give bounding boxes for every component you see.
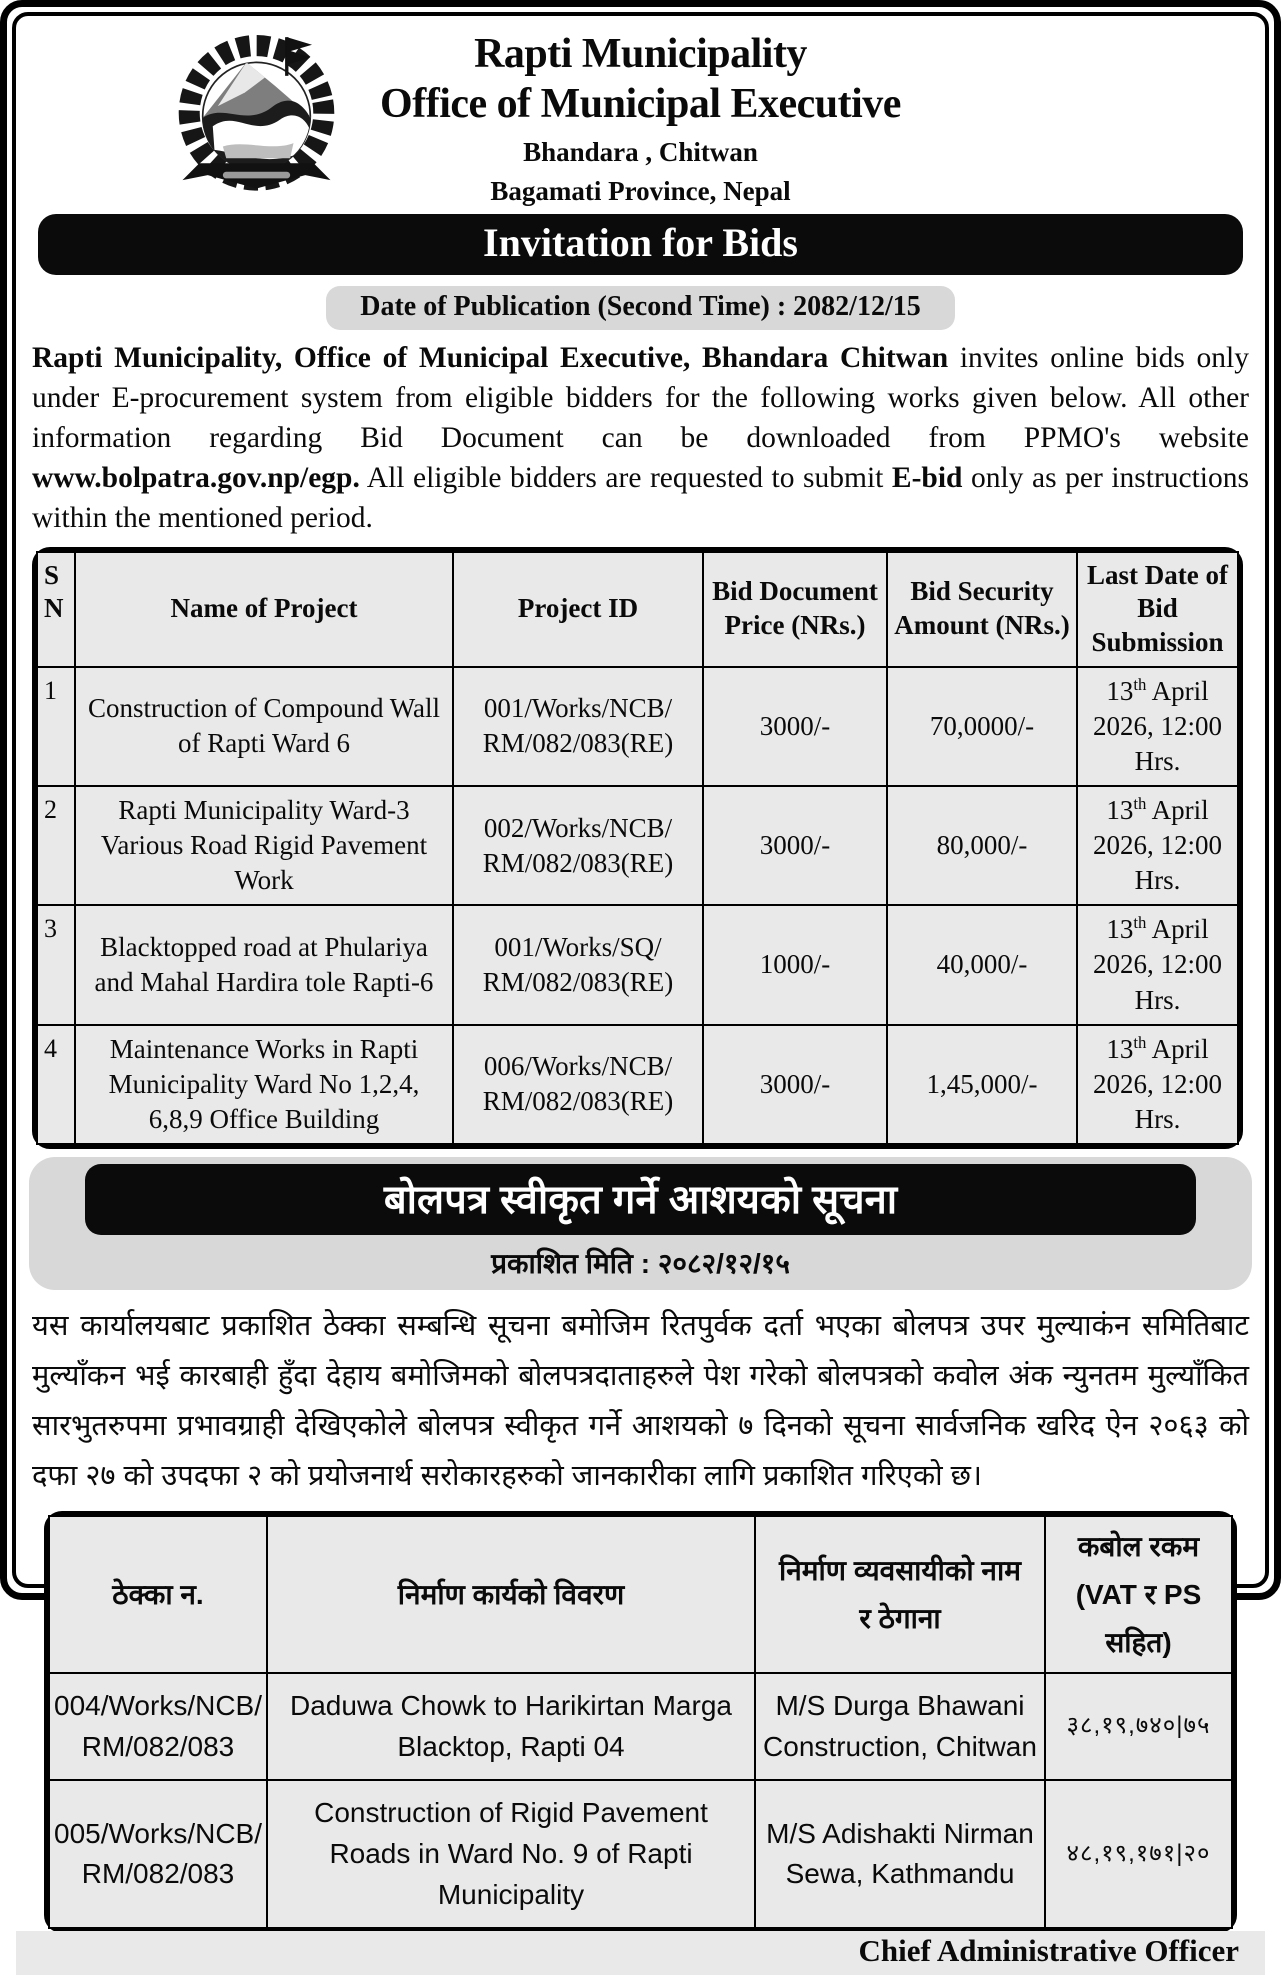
col-header-contractor: निर्माण व्यवसायीको नाम र ठेगाना xyxy=(755,1516,1045,1673)
footer-band xyxy=(16,1931,1265,1975)
col-header-bid-doc-price: Bid Document Price (NRs.) xyxy=(703,552,887,667)
letterhead xyxy=(16,16,1265,207)
contractor-name: M/S Adishakti Nirman Sewa, Kathmandu xyxy=(755,1780,1045,1928)
last-date: 13th April 2026, 12:00 Hrs. xyxy=(1077,786,1238,905)
bid-doc-price: 3000/- xyxy=(703,786,887,905)
col-header-last-date: Last Date of Bid Submission xyxy=(1077,552,1238,667)
table-row xyxy=(49,1780,1232,1928)
project-name: Maintenance Works in Rapti Municipality Ward No 1,2,4, 6,8,9 Office Building xyxy=(75,1025,453,1144)
municipality-name: Rapti Municipality xyxy=(474,31,807,77)
col-header-project-name: Name of Project xyxy=(75,552,453,667)
table-row xyxy=(37,667,1238,786)
row-sn: 2 xyxy=(37,786,75,905)
contractor-name: M/S Durga Bhawani Construction, Chitwan xyxy=(755,1673,1045,1780)
col-header-work-description: निर्माण कार्यको विवरण xyxy=(267,1516,755,1673)
table-row xyxy=(49,1673,1232,1780)
invitation-intro-paragraph xyxy=(32,338,1249,539)
bids-table-header-row xyxy=(37,552,1238,667)
acceptance-published-date: प्रकाशित मिति : २०८२/१२/१५ xyxy=(491,1247,790,1279)
bid-doc-price: 3000/- xyxy=(703,667,887,786)
bids-table xyxy=(32,547,1243,1149)
bid-security-amount: 80,000/- xyxy=(887,786,1077,905)
office-name: Office of Municipal Executive xyxy=(380,80,901,127)
last-date: 13th April 2026, 12:00 Hrs. xyxy=(1077,905,1238,1024)
intro-text-2: All eligible bidders are requested to submit xyxy=(359,462,892,495)
nepal-coat-of-arms-icon xyxy=(164,22,349,202)
address-line-2: Bagamati Province, Nepal xyxy=(490,176,791,207)
col-header-contract-no: ठेक्का न. xyxy=(49,1516,267,1673)
acceptance-notice-body: यस कार्यालयबाट प्रकाशित ठेक्का सम्बन्धि सूचना बमोजिम रितपुर्वक दर्ता भएका बोलपत्र उपर मुल्याकंन समितिबाट मुल्याँकन भई कारबाही हुँदा देहाय बमोजिमको बोलपत्रदाताहरुले पेश गरेको बोलपत्रको कवोल अंक न्युनतम मुल्याँकित सारभुतरुपमा प्रभावग्राही देखिएकोले बोलपत्र स्वीकृत गर्ने आशयको ७ दिनको सूचना सार्वजनिक खरिद ऐन २०६३ को दफा २७ को उपदफा २ को प्रयोजनार्थ सरोकारहरुको जानकारीका लागि प्रकाशित गरिएको छ। xyxy=(32,1309,1249,1492)
last-date: 13th April 2026, 12:00 Hrs. xyxy=(1077,667,1238,786)
bid-doc-price: 3000/- xyxy=(703,1025,887,1144)
col-header-project-id: Project ID xyxy=(453,552,703,667)
intro-text-3: only as per instructions within the mentioned period. xyxy=(32,462,1249,535)
project-name: Rapti Municipality Ward-3 Various Road Rigid Pavement Work xyxy=(75,786,453,905)
acceptance-notice-banner: बोलपत्र स्वीकृत गर्ने आशयको सूचना xyxy=(85,1164,1196,1235)
intro-bold-issuer: Rapti Municipality, Office of Municipal Executive, Bhandara Chitwan xyxy=(32,342,949,374)
intro-text-1: invites online bids only under E-procurement system from eligible bidders for the following works given below. All other information regarding Bid Document can be downloaded from PPMO's website xyxy=(32,342,1249,455)
col-header-bid-security: Bid Security Amount (NRs.) xyxy=(887,552,1077,667)
quoted-amount: ३८,१९,७४०|७५ xyxy=(1045,1673,1232,1780)
row-sn: 4 xyxy=(37,1025,75,1144)
award-table xyxy=(44,1511,1237,1933)
signatory-title: Chief Administrative Officer xyxy=(858,1933,1239,1969)
publication-date-banner: Date of Publication (Second Time) : 2082/12/15 xyxy=(326,286,955,330)
invitation-for-bids-banner: Invitation for Bids xyxy=(38,214,1243,275)
notice-inner-frame xyxy=(12,12,1269,1969)
bid-doc-price: 1000/- xyxy=(703,905,887,1024)
row-sn: 1 xyxy=(37,667,75,786)
bid-security-amount: 40,000/- xyxy=(887,905,1077,1024)
project-id: 006/Works/NCB/ RM/082/083(RE) xyxy=(453,1025,703,1144)
work-description: Construction of Rigid Pavement Roads in Ward No. 9 of Rapti Municipality xyxy=(267,1780,755,1928)
intro-bold-ebid: E-bid xyxy=(891,462,963,495)
contract-no: 004/Works/NCB/ RM/082/083 xyxy=(49,1673,267,1780)
award-table-header-row xyxy=(49,1516,1232,1673)
table-row xyxy=(37,905,1238,1024)
intro-bold-website: www.bolpatra.gov.np/egp. xyxy=(32,462,360,495)
last-date: 13th April 2026, 12:00 Hrs. xyxy=(1077,1025,1238,1144)
table-row xyxy=(37,786,1238,905)
project-name: Blacktopped road at Phulariya and Mahal Hardira tole Rapti-6 xyxy=(75,905,453,1024)
project-id: 001/Works/SQ/ RM/082/083(RE) xyxy=(453,905,703,1024)
col-header-sn: S N xyxy=(37,552,75,667)
address-line-1: Bhandara , Chitwan xyxy=(523,137,758,168)
project-id: 001/Works/NCB/ RM/082/083(RE) xyxy=(453,667,703,786)
contract-no: 005/Works/NCB/ RM/082/083 xyxy=(49,1780,267,1928)
work-description: Daduwa Chowk to Harikirtan Marga Blacktop, Rapti 04 xyxy=(267,1673,755,1780)
bid-security-amount: 1,45,000/- xyxy=(887,1025,1077,1144)
bid-security-amount: 70,0000/- xyxy=(887,667,1077,786)
col-header-amount: कबोल रकम (VAT र PS सहित) xyxy=(1045,1516,1232,1673)
project-id: 002/Works/NCB/ RM/082/083(RE) xyxy=(453,786,703,905)
acceptance-notice-header-box xyxy=(29,1157,1252,1290)
quoted-amount: ४८,१९,१७१|२० xyxy=(1045,1780,1232,1928)
table-row xyxy=(37,1025,1238,1144)
project-name: Construction of Compound Wall of Rapti Ward 6 xyxy=(75,667,453,786)
row-sn: 3 xyxy=(37,905,75,1024)
